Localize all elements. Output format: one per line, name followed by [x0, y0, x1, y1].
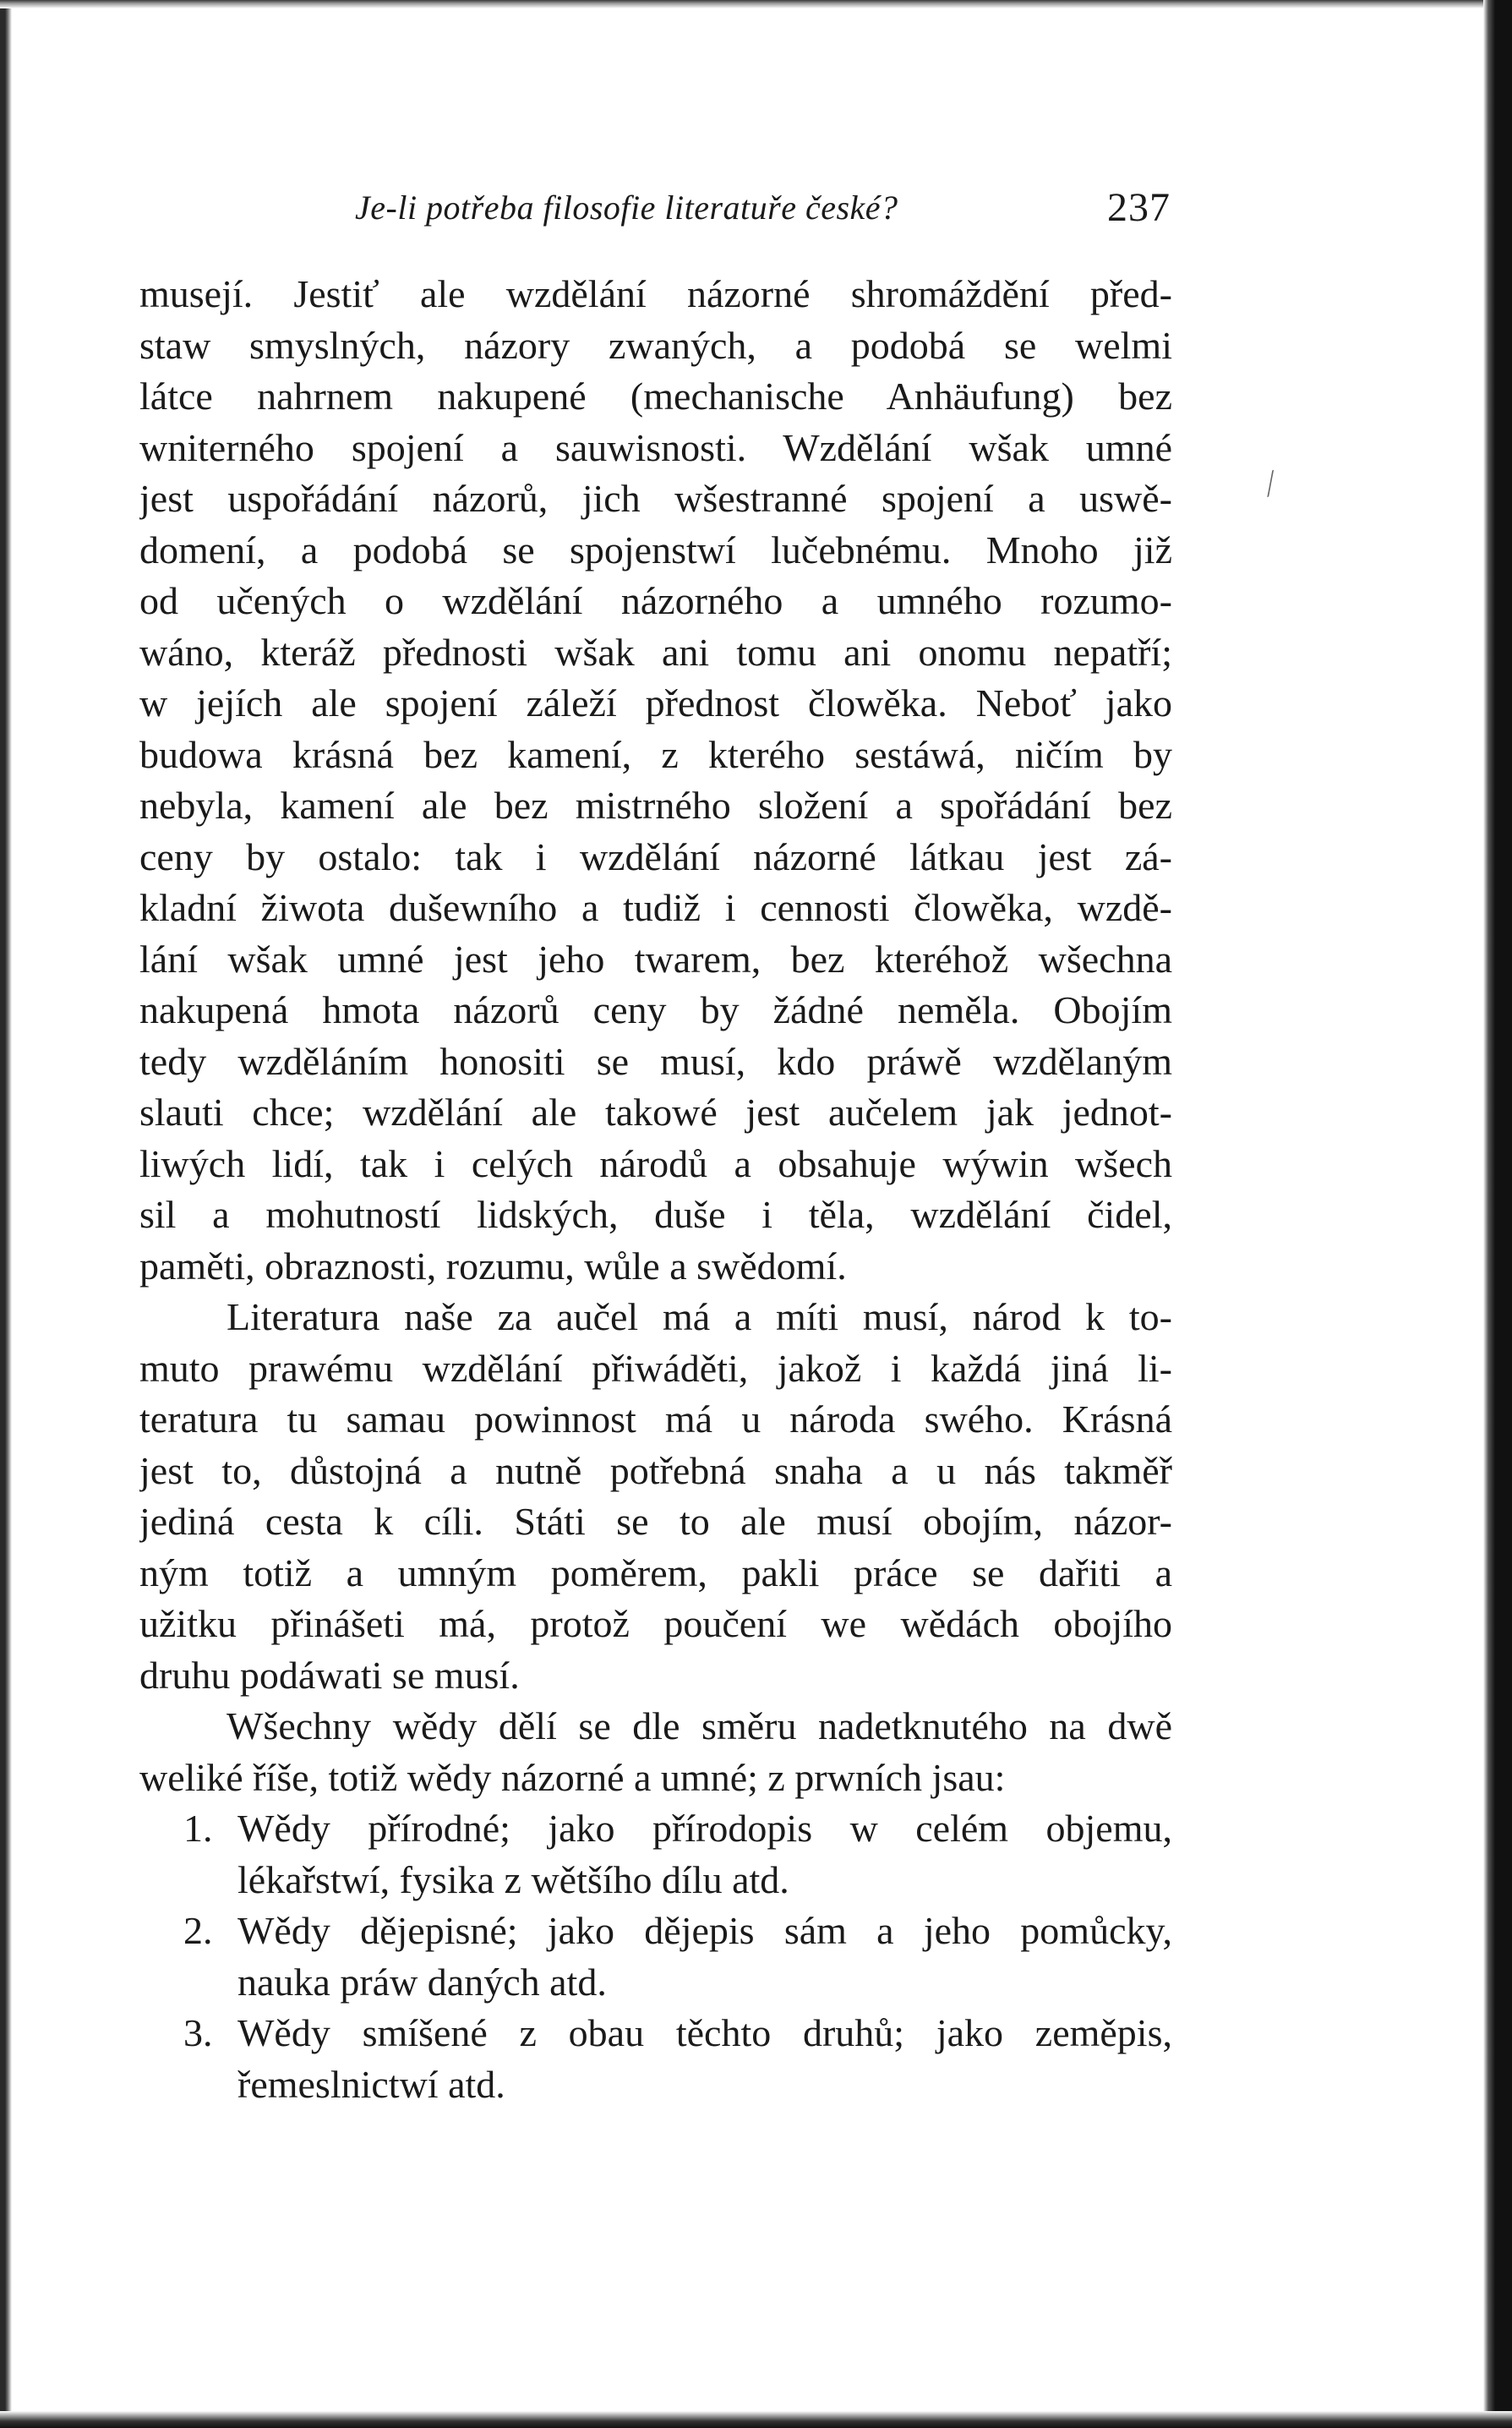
list-number: 3.: [183, 2011, 213, 2054]
list-number: 2.: [183, 1909, 213, 1952]
paragraph: [139, 1701, 1172, 1803]
text-line: látce nahrnem nakupené (mechanische Anhäufung) bez: [139, 375, 1172, 418]
scan-edge-right: [1483, 0, 1512, 2428]
list-number: 1.: [183, 1807, 213, 1850]
sciences-list: [139, 1803, 1172, 2110]
text-line: jest uspořádání názorů, jich wšestranné spojení a uswě-: [139, 477, 1172, 520]
text-line: slauti chce; wzdělání ale takowé jest aučelem jak jednot-: [139, 1091, 1172, 1134]
list-item-continuation: lékařstwí, fysika z wětšího dílu atd.: [237, 1857, 789, 1901]
text-line: od učených o wzdělání názorného a umného rozumo-: [139, 579, 1172, 622]
text-line: budowa krásná bez kamení, z kterého sestáwá, ničím by: [139, 732, 1172, 776]
text-line: jest to, důstojná a nutně potřebná snaha a u nás takměř: [139, 1448, 1172, 1492]
list-item-text: Wědy dějepisné; jako dějepis sám a jeho pomůcky,: [237, 1909, 1172, 1952]
paragraph: [139, 269, 1172, 1292]
list-item-text: Wědy přírodné; jako přírodopis w celém objemu,: [237, 1807, 1172, 1850]
text-line: teratura tu samau powinnost má u národa swého. Krásná: [139, 1397, 1172, 1441]
scan-edge-bottom: [0, 2411, 1512, 2428]
text-line: wniterného spojení a sauwisnosti. Wzdělání wšak umné: [139, 425, 1172, 469]
margin-pencil-mark: ⁄: [1259, 464, 1281, 502]
text-line: tedy wzděláním honositi se musí, kdo práwě wzdělaným: [139, 1039, 1172, 1083]
list-item-first-line: [139, 1906, 1172, 1957]
text-line: kladní žiwota dušewního a tudiž i cennosti člowěka, wzdě-: [139, 886, 1172, 929]
text-line: Literatura naše za aučel má a míti musí, národ k to-: [227, 1295, 1172, 1338]
text-line: muto prawému wzdělání přiwáděti, jakož i každá jiná li-: [139, 1346, 1172, 1390]
text-line: domení, a podobá se spojenstwí lučebnému. Mnoho již: [139, 528, 1172, 571]
scan-edge-left: [0, 0, 12, 2428]
list-item-first-line: [139, 1803, 1172, 1855]
text-line: liwých lidí, tak i celých národů a obsahuje wýwin wšech: [139, 1141, 1172, 1185]
list-item: [139, 1906, 1172, 2008]
text-line: weliké říše, totiž wědy názorné a umné; z prwních jsau:: [139, 1755, 1006, 1799]
paragraph: [139, 1292, 1172, 1701]
text-line: ným totiž a umným poměrem, pakli práce se dařiti a: [139, 1550, 1172, 1594]
text-line: ceny by ostalo: tak i wzdělání názorné látkau jest zá-: [139, 834, 1172, 878]
text-line: nakupená hmota názorů ceny by žádné neměla. Obojím: [139, 988, 1172, 1031]
list-item-continuation: nauka práw daných atd.: [237, 1960, 607, 2004]
text-line: jediná cesta k cíli. Státi se to ale musí obojím, názor-: [139, 1500, 1172, 1543]
text-line: lání wšak umné jest jeho twarem, bez kteréhož wšechna: [139, 937, 1172, 981]
list-item-text: Wědy smíšené z obau těchto druhů; jako zeměpis,: [237, 2011, 1172, 2054]
text-line: musejí. Jestiť ale wzdělání názorné shromáždění před-: [139, 272, 1172, 315]
text-line: užitku přinášeti má, protož poučení we wědách obojího: [139, 1602, 1172, 1645]
text-line: nebyla, kamení ale bez mistrného složení a spořádání bez: [139, 784, 1172, 827]
list-item: [139, 2008, 1172, 2110]
page-header: [355, 185, 1171, 238]
list-item: [139, 1803, 1172, 1906]
text-line: staw smyslných, názory zwaných, a podobá se welmi: [139, 323, 1172, 367]
list-item-continuation: řemeslnictwí atd.: [237, 2062, 505, 2106]
page-number: 237: [1107, 185, 1171, 230]
text-line: w jejích ale spojení záleží přednost člowěka. Neboť jako: [139, 681, 1172, 725]
text-line: paměti, obraznosti, rozumu, wůle a swědomí.: [139, 1244, 847, 1288]
scan-edge-top: [0, 0, 1512, 8]
text-line: druhu podáwati se musí.: [139, 1653, 520, 1697]
text-line: sil a mohutností lidských, duše i těla, wzdělání čidel,: [139, 1193, 1172, 1236]
running-head: Je-li potřeba filosofie literatuře české?: [355, 189, 898, 227]
page-body: [139, 269, 1172, 2110]
text-line: Wšechny wědy dělí se dle směru nadetknutého na dwě: [227, 1704, 1172, 1747]
text-line: wáno, kteráž přednosti wšak ani tomu ani onomu nepatří;: [139, 630, 1172, 674]
list-item-first-line: [139, 2008, 1172, 2059]
